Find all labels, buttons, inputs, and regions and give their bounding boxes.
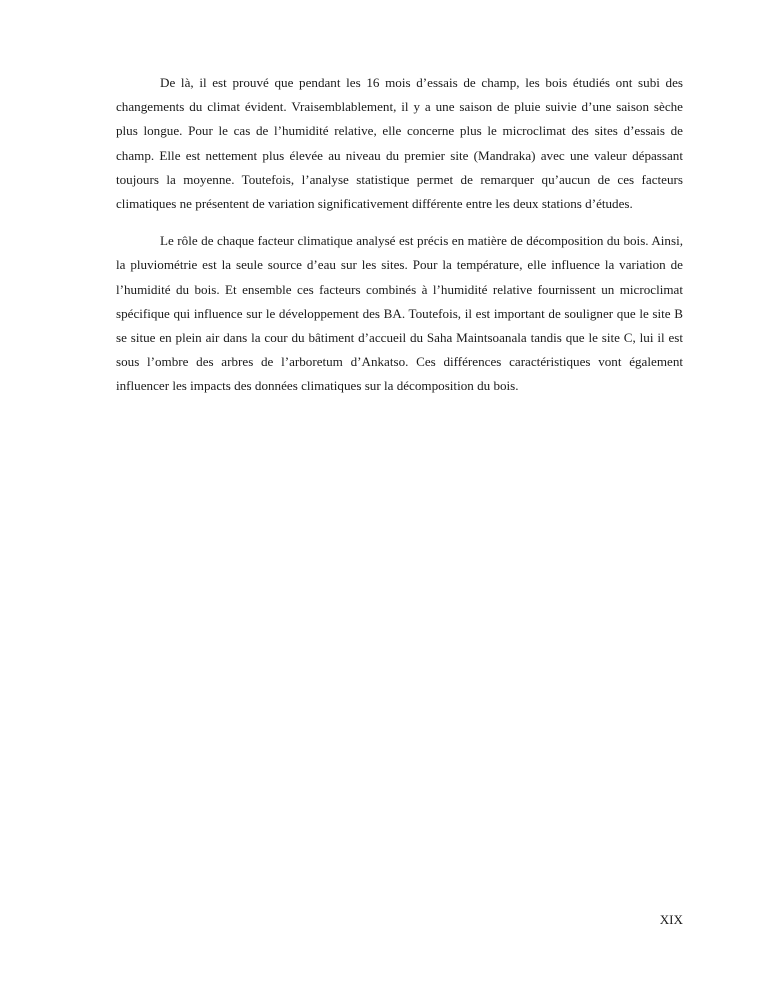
paragraph-climate-changes: De là, il est prouvé que pendant les 16 mois d’essais de champ, les bois étudiés ont subi des changements du climat évident. Vraisemblablement, il y a une saison de pluie suivie d’une saison sèche plus longue. Pour le cas de l’humidité relative, elle concerne plus le microclimat des sites d’essais de champ. Elle est nettement plus élevée au niveau du premier site (Mandraka) avec une valeur dépassant toujours la moyenne. Toutefois, l’analyse statistique permet de remarquer qu’aucun de ces facteurs climatiques ne présentent de variation significativement différente entre les deux stations d’études. [116,75,683,212]
body-text [116,71,683,399]
page-number: XIX [659,912,683,927]
paragraph-climate-factors-role: Le rôle de chaque facteur climatique analysé est précis en matière de décomposition du bois. Ainsi, la pluviométrie est la seule source d’eau sur les sites. Pour la température, elle influence la variation de l’humidité du bois. Et ensemble ces facteurs combinés à l’humidité relative fournissent un microclimat spécifique qui influence sur le développement des BA. Toutefois, il est important de souligner que le site B se situe en plein air dans la cour du bâtiment d’accueil du Saha Maintsoanala tandis que le site C, lui il est sous l’ombre des arbres de l’arboretum d’Ankatso. Ces différences caractéristiques vont également influencer les impacts des données climatiques sur la décomposition du bois. [116,233,683,394]
